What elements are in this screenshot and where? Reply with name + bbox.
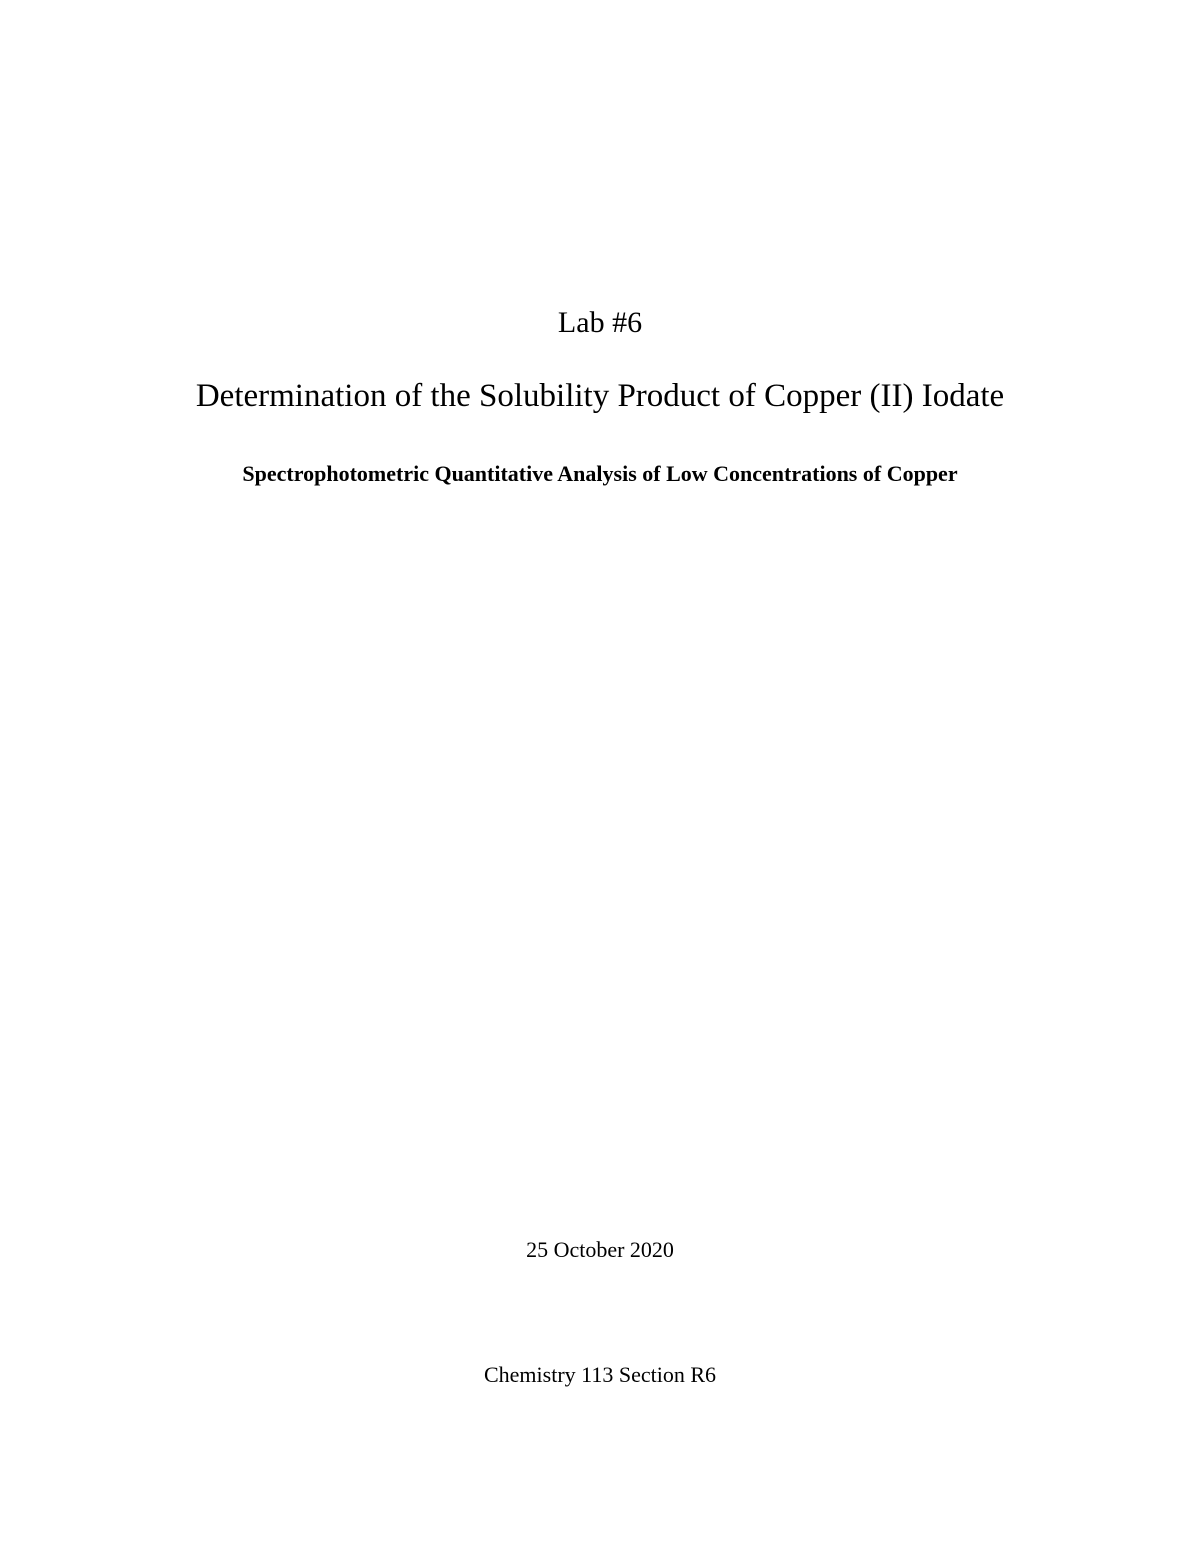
lab-number: Lab #6	[557, 306, 643, 339]
document-title: Determination of the Solubility Product of Copper (II) Iodate	[195, 378, 1005, 414]
document-date: 25 October 2020	[526, 1237, 674, 1262]
document-subtitle: Spectrophotometric Quantitative Analysis of Low Concentrations of Copper	[242, 461, 958, 486]
course-section: Chemistry 113 Section R6	[483, 1362, 716, 1387]
